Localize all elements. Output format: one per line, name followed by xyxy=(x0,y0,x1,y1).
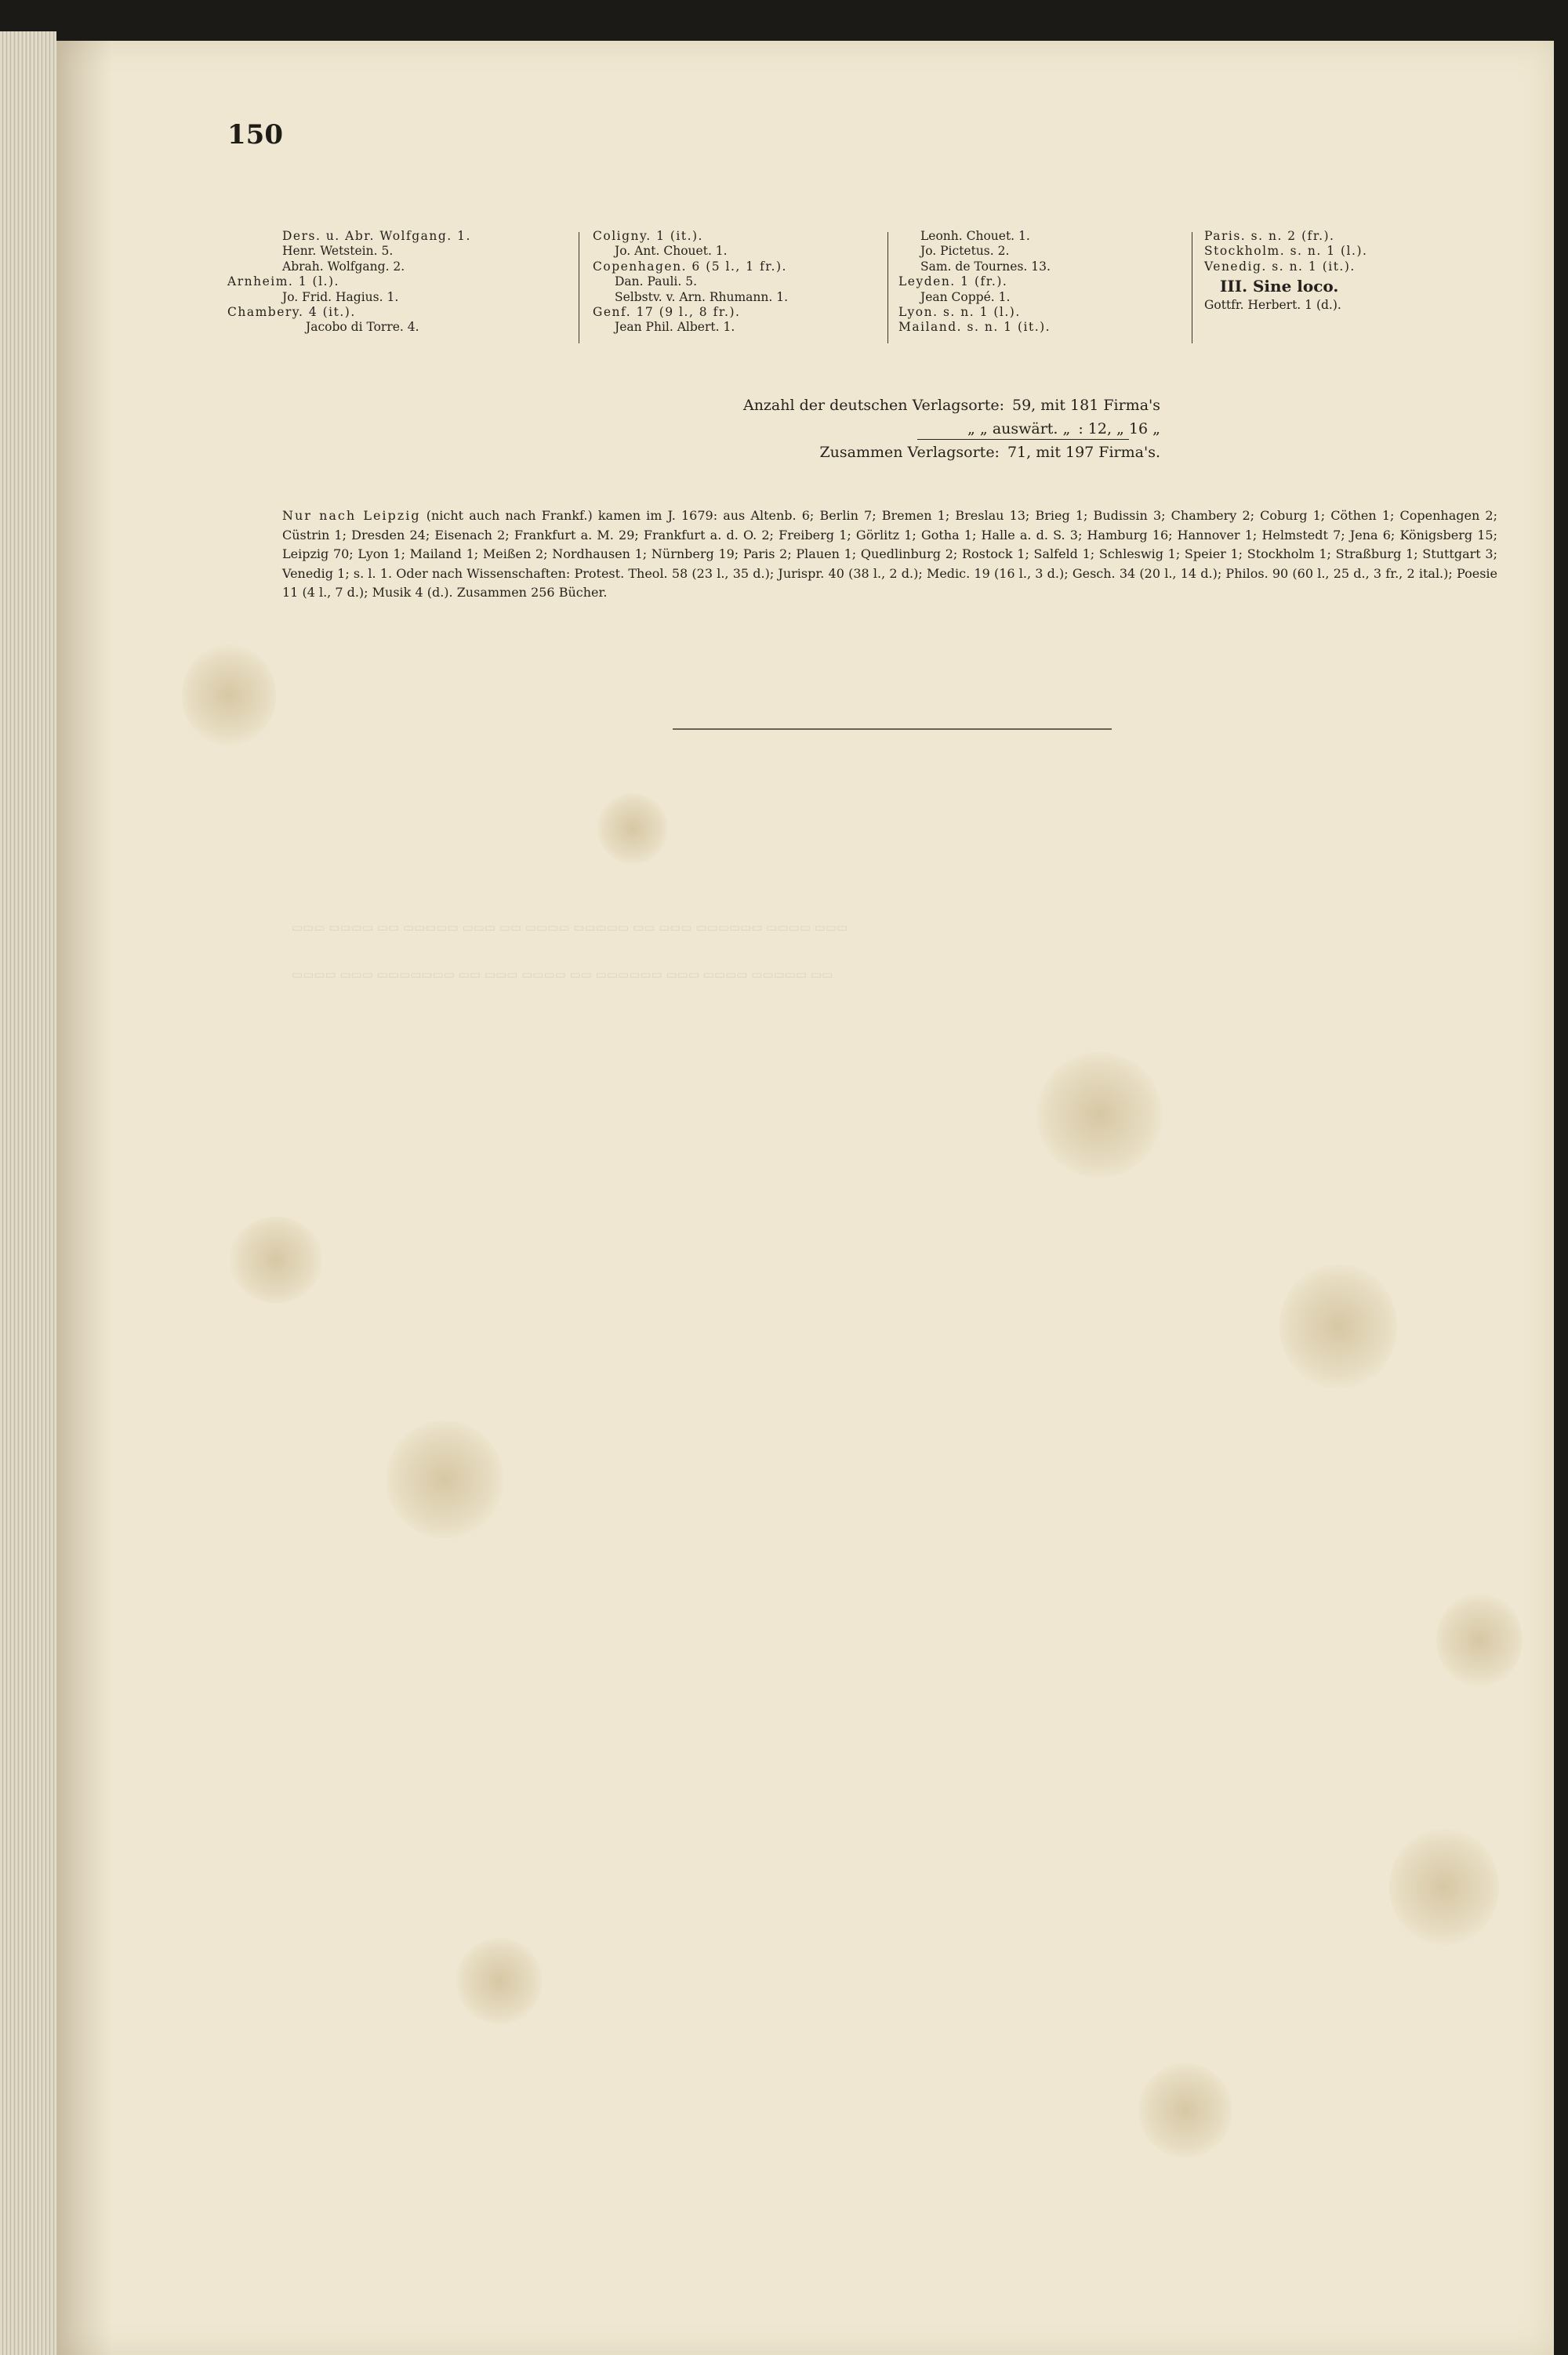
bleed-through-text: ▭▭▭ ▭▭▭▭ ▭▭ ▭▭▭▭▭ ▭▭▭ ▭▭ ▭▭▭▭ ▭▭▭▭▭ ▭▭ ▭▭▭ ▭▭▭▭▭▭ ▭▭▭▭ ▭▭▭ xyxy=(292,920,848,934)
publishing-places-summary xyxy=(612,394,1160,464)
book-page xyxy=(56,41,1554,2355)
column-line: Abrah. Wolfgang. 2. xyxy=(282,259,405,274)
column-line: Arnheim. 1 (l.). xyxy=(227,274,339,289)
column-4 xyxy=(1204,229,1367,314)
total-rule xyxy=(917,439,1129,440)
column-line: Dan. Pauli. 5. xyxy=(615,274,698,289)
summary-row xyxy=(612,441,1160,464)
summary-row xyxy=(612,417,1160,441)
foxing-stain xyxy=(1036,1052,1162,1178)
foxing-stain xyxy=(1436,1593,1523,1687)
column-line: Jo. Ant. Chouet. 1. xyxy=(615,244,728,259)
column-line: Jo. Frid. Hagius. 1. xyxy=(282,289,399,304)
paragraph-lead: Nur nach Leipzig xyxy=(282,508,421,523)
place-columns xyxy=(227,229,1435,347)
column-line: Mailand. s. n. 1 (it.). xyxy=(898,320,1051,335)
column-line: Lyon. s. n. 1 (l.). xyxy=(898,305,1021,320)
summary-value: 71, mit 197 Firma's. xyxy=(1007,444,1160,461)
column-line: Paris. s. n. 2 (fr.). xyxy=(1204,229,1335,243)
foxing-stain xyxy=(386,1421,503,1538)
column-line: Genf. 17 (9 l., 8 fr.). xyxy=(593,305,741,320)
column-line: Henr. Wetstein. 5. xyxy=(282,244,394,259)
foxing-stain xyxy=(1279,1264,1397,1389)
column-line: Ders. u. Abr. Wolfgang. 1. xyxy=(282,229,471,243)
column-line: Coligny. 1 (it.). xyxy=(593,229,703,243)
section-heading-sine-loco: III. Sine loco. xyxy=(1220,277,1339,296)
page-number: 150 xyxy=(227,119,283,151)
summary-row xyxy=(612,394,1160,417)
summary-label: „ „ auswärt. „ xyxy=(967,420,1071,437)
section-divider xyxy=(673,728,1112,730)
gutter-shadow xyxy=(56,41,111,2355)
column-line: Leonh. Chouet. 1. xyxy=(920,229,1030,243)
foxing-stain xyxy=(1389,1828,1499,1946)
column-line: Jo. Pictetus. 2. xyxy=(920,244,1010,259)
foxing-stain xyxy=(597,793,668,864)
column-1 xyxy=(227,229,471,336)
foxing-stain xyxy=(229,1217,323,1303)
bleed-through-text: ▭▭▭▭ ▭▭▭ ▭▭▭▭▭▭▭ ▭▭ ▭▭▭ ▭▭▭▭ ▭▭ ▭▭▭▭▭▭ ▭▭▭ ▭▭▭▭ ▭▭▭▭▭ ▭▭ xyxy=(292,967,833,982)
column-3 xyxy=(898,229,1051,336)
summary-label: Zusammen Verlagsorte: xyxy=(819,444,1000,461)
column-line: Gottfr. Herbert. 1 (d.). xyxy=(1204,298,1341,313)
column-line: Sam. de Tournes. 13. xyxy=(920,259,1051,274)
column-line: Venedig. s. n. 1 (it.). xyxy=(1204,259,1356,274)
foxing-stain xyxy=(1138,2063,1232,2157)
summary-value: 59, mit 181 Firma's xyxy=(1012,397,1160,414)
book-page-edges xyxy=(0,31,56,2355)
column-line: Stockholm. s. n. 1 (l.). xyxy=(1204,244,1368,259)
summary-value: : 12, „ 16 „ xyxy=(1078,420,1160,437)
leipzig-paragraph xyxy=(282,506,1497,603)
column-line: Jean Coppé. 1. xyxy=(920,289,1011,304)
column-line: Chambery. 4 (it.). xyxy=(227,305,356,320)
column-2 xyxy=(593,229,788,336)
summary-label: Anzahl der deutschen Verlagsorte: xyxy=(742,397,1004,414)
scan-top-border xyxy=(0,0,1568,33)
column-line: Jacobo di Torre. 4. xyxy=(306,320,419,335)
foxing-stain xyxy=(456,1938,543,2024)
paragraph-body: (nicht auch nach Frankf.) kamen im J. 1679: aus Altenb. 6; Berlin 7; Bremen 1; Breslau 13; Brieg 1; Budissin 3; Chambery 2; Coburg 1; Cöthen 1; Copenhagen 2; Cüstrin 1; Dresden 24; Eisenach 2; Frankfurt a. M. 29; Frankfurt a. d. O. 2; Freiberg 1; Görlitz 1; Gotha 1; Halle a. d. S. 3; Hamburg 16; Hannover 1; Helmstedt 7; Jena 6; Königsberg 15; Leipzig 70; Lyon 1; Mailand 1; Meißen 2; Nordhausen 1; Nürnberg 19; Paris 2; Plauen 1; Quedlinburg 2; Rostock 1; Salfeld 1; Schleswig 1; Speier 1; Stockholm 1; Straßburg 1; Stuttgart 3; Venedig 1; s. l. 1. Oder nach Wissenschaften: Protest. Theol. 58 (23 l., 35 d.); Jurispr. 40 (38 l., 2 d.); Medic. 19 (16 l., 3 d.); Gesch. 34 (20 l., 14 d.); Philos. 90 (60 l., 25 d., 3 fr., 2 ital.); Poesie 11 (4 l., 7 d.); Musik 4 (d.). Zusammen 256 Bücher. xyxy=(282,508,1497,600)
column-line: Copenhagen. 6 (5 l., 1 fr.). xyxy=(593,259,787,274)
column-line: Selbstv. v. Arn. Rhumann. 1. xyxy=(615,289,789,304)
foxing-stain xyxy=(182,644,276,746)
column-line: Leyden. 1 (fr.). xyxy=(898,274,1008,289)
column-line: Jean Phil. Albert. 1. xyxy=(615,320,735,335)
